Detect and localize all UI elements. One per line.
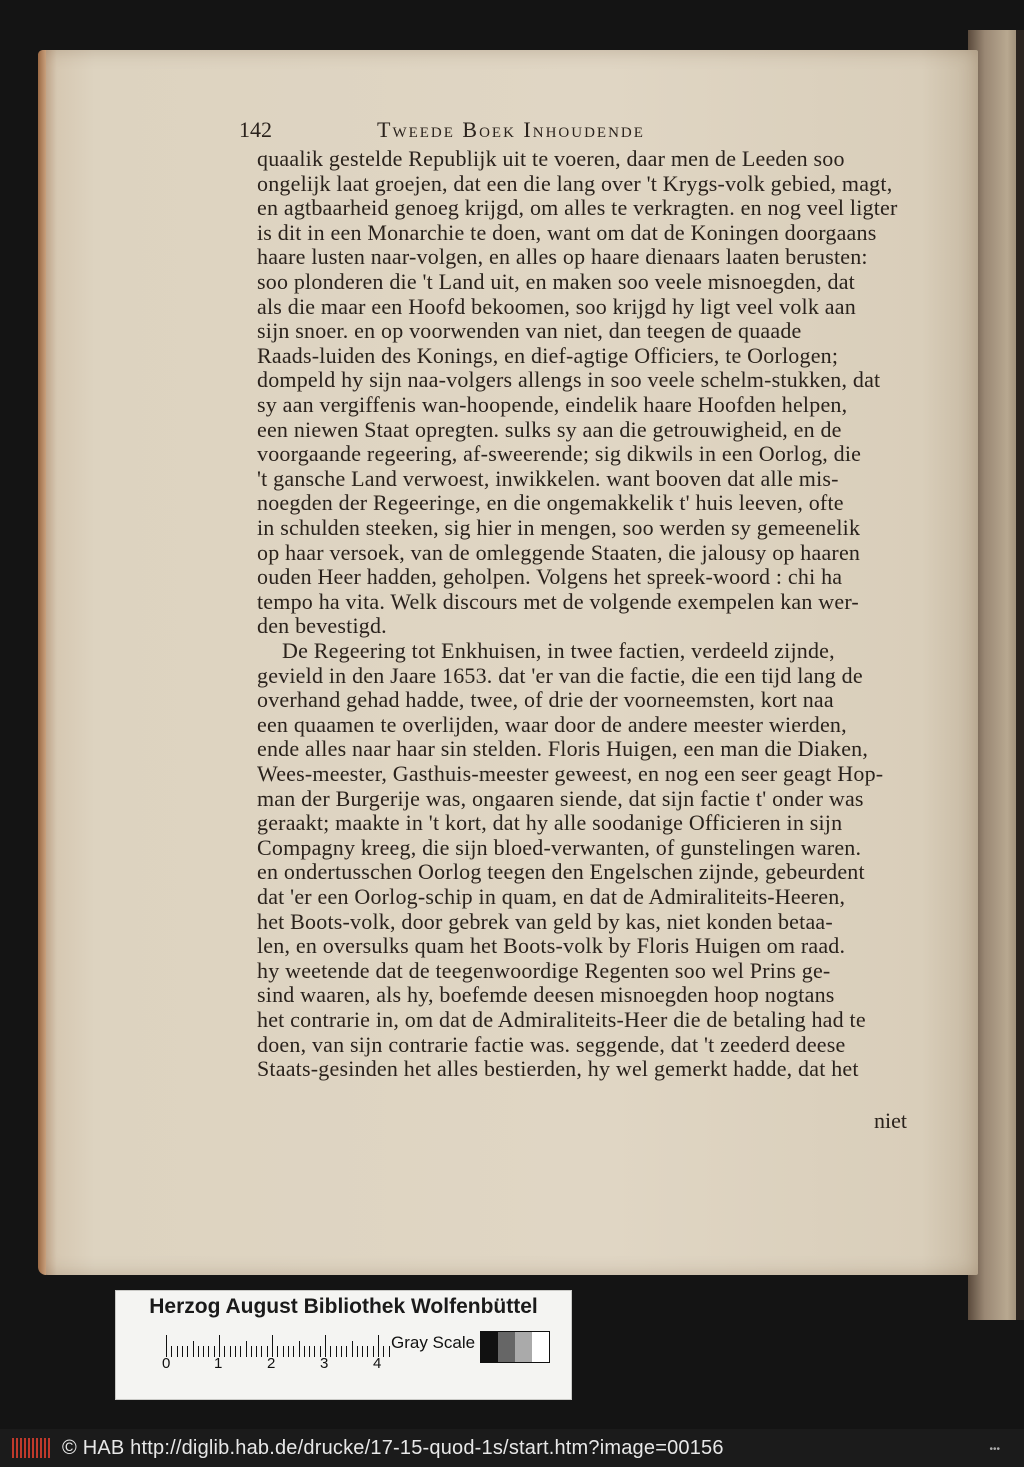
ruler-tick (309, 1346, 310, 1357)
text-line: het Boots-volk, door gebrek van geld by kas, niet konden betaa- (257, 908, 833, 934)
text-line: ende alles naar haar sin stelden. Floris Huigen, een man die Diaken, (257, 736, 869, 762)
text-line: ongelijk laat groejen, dat een die lang over 't Krygs-volk gebied, magt, (257, 170, 893, 196)
ruler-tick (336, 1346, 337, 1357)
ruler-tick (177, 1346, 178, 1357)
gray-scale-label: Gray Scale (391, 1333, 476, 1352)
ruler-tick (283, 1346, 284, 1357)
text-line: sy aan vergiffenis wan-hoopende, eindelik haare Hoofden helpen, (257, 392, 848, 417)
text-line: Raads-luiden des Konings, en dief-agtige Officiers, te Oorlogen; (257, 342, 839, 368)
text-line: sijn snoer. en op voorwenden van niet, dan teegen de quaade (257, 318, 802, 344)
text-line: een niewen Staat opregten. sulks sy aan die getrouwigheid, en de (257, 416, 842, 442)
text-line: een quaamen te overlijden, waar door de andere meester wierden, (257, 711, 847, 737)
text-line: dat 'er een Oorlog-schip in quam, en dat de Admiraliteits-Heeren, (257, 884, 846, 909)
text-line: ouden Heer hadden, geholpen. Volgens het spreek-woord : chi ha (257, 564, 843, 590)
ruler-tick (193, 1341, 194, 1357)
text-line: geraakt; maakte in 't kort, dat hy alle soodanige Officieren in sijn (257, 810, 843, 836)
ruler-tick (171, 1346, 172, 1357)
page-number: 142 (239, 117, 272, 142)
ruler-tick (261, 1346, 262, 1357)
ruler-tick (182, 1346, 183, 1357)
text-line: len, en oversulks quam het Boots-volk by Floris Huigen om raad. (257, 933, 846, 959)
ruler-tick (325, 1335, 326, 1357)
gray-swatch (532, 1332, 549, 1362)
more-options-icon[interactable]: ••• (989, 1444, 1000, 1455)
gray-swatch (481, 1332, 498, 1362)
ruler-tick (208, 1346, 209, 1357)
ruler-tick (187, 1346, 188, 1357)
ruler-tick (219, 1335, 220, 1357)
text-line: gevield in den Jaare 1653. dat 'er van die factie, die een tijd lang de (257, 662, 863, 688)
ruler-tick (251, 1346, 252, 1357)
gray-swatch (515, 1332, 532, 1362)
text-line: den bevestigd. (257, 613, 387, 639)
ruler-number: 0 (162, 1355, 171, 1372)
ruler-tick (246, 1341, 247, 1357)
catchword: niet (874, 1108, 907, 1133)
ruler-number: 4 (373, 1355, 382, 1372)
text-line: als die maar een Hoofd bekoomen, soo krijgd hy ligt veel volk aan (257, 293, 856, 319)
ruler-number: 1 (214, 1355, 223, 1372)
ruler-tick (341, 1346, 342, 1357)
ruler-tick (357, 1346, 358, 1357)
ruler-number: 3 (320, 1355, 329, 1372)
text-line: sind waaren, als hy, boefemde deesen misnoegden hoop nogtans (257, 982, 835, 1008)
text-line: overhand gehad hadde, twee, of drie der voorneemsten, kort naa (257, 687, 834, 713)
ruler-tick (389, 1346, 390, 1357)
text-line: Compagny kreeg, die sijn bloed-verwanten, of gunstelingen waren. (257, 834, 862, 860)
ruler-tick (352, 1341, 353, 1357)
library-logo-icon (12, 1438, 52, 1464)
footer-link[interactable]: © HAB http://diglib.hab.de/drucke/17-15-quod-1s/start.htm?image=00156 (62, 1437, 724, 1459)
text-line: man der Burgerije was, ongaaren siende, dat sijn factie t' onder was (257, 785, 864, 811)
text-line: soo plonderen die 't Land uit, en maken soo veele misnoegden, dat (257, 269, 855, 294)
ruler-tick (166, 1335, 167, 1357)
ruler-tick (230, 1346, 231, 1357)
footer-bar (0, 1429, 1024, 1467)
ruler-tick (256, 1346, 257, 1357)
text-line: tempo ha vita. Welk discours met de volgende exempelen kan wer- (257, 588, 859, 614)
ruler-tick (277, 1346, 278, 1357)
ruler-tick (299, 1341, 300, 1357)
text-line: Staats-gesinden het alles bestierden, hy wel gemerkt hadde, dat het (257, 1056, 859, 1082)
text-line: het contrarie in, om dat de Admiraliteits-Heer die de betaling had te (257, 1007, 866, 1032)
ruler-tick (288, 1346, 289, 1357)
ruler-tick (362, 1346, 363, 1357)
ruler-tick (198, 1346, 199, 1357)
gray-scale-swatches (480, 1331, 550, 1363)
text-line: op haar versoek, van de omleggende Staaten, die jalousy op haaren (257, 539, 861, 565)
ruler-tick (240, 1346, 241, 1357)
ruler-tick (235, 1346, 236, 1357)
running-title: Tweede Boek Inhoudende (377, 117, 645, 142)
text-line: is dit in een Monarchie te doen, want om dat de Koningen doorgaans (257, 219, 877, 245)
text-line: De Regeering tot Enkhuisen, in twee factien, verdeeld zijnde, (282, 638, 835, 663)
text-line: doen, van sijn contrarie factie was. seggende, dat 't zeederd deese (257, 1031, 846, 1057)
ruler-tick (224, 1346, 225, 1357)
ruler-tick (203, 1346, 204, 1357)
ruler-tick (346, 1346, 347, 1357)
text-line: Wees-meester, Gasthuis-meester geweest, en nog een seer geagt Hop- (257, 761, 884, 786)
text-line: en ondertusschen Oorlog teegen den Engelschen zijnde, gebeurdent (257, 859, 865, 885)
color-reference-card (115, 1290, 572, 1400)
page-edge (38, 50, 46, 1275)
ruler-tick (272, 1335, 273, 1357)
ruler-tick (304, 1346, 305, 1357)
ruler-tick (293, 1346, 294, 1357)
text-line: haare lusten naar-volgen, en alles op haare dienaars laaten berusten: (257, 244, 868, 270)
ruler-tick (383, 1346, 384, 1357)
ruler-tick (330, 1346, 331, 1357)
gray-swatch (498, 1332, 515, 1362)
ruler-tick (378, 1335, 379, 1357)
text-line: quaalik gestelde Republijk uit te voeren, daar men de Leeden soo (257, 146, 845, 171)
ruler-tick (367, 1346, 368, 1357)
card-title: Herzog August Bibliothek Wolfenbüttel (149, 1295, 538, 1318)
text-line: 't gansche Land verwoest, inwikkelen. want booven dat alle mis- (257, 465, 839, 491)
ruler-tick (314, 1346, 315, 1357)
text-line: noegden der Regeeringe, en die ongemakkelik t' huis leeven, ofte (257, 490, 844, 516)
text-line: en agtbaarheid genoeg krijgd, om alles te verkragten. en nog veel ligter (257, 195, 898, 221)
text-line: in schulden steeken, sig hier in mengen, soo werden sy gemeenelik (257, 515, 861, 540)
text-line: dompeld hy sijn naa-volgers allengs in soo veele schelm-stukken, dat (257, 367, 881, 393)
ruler-number: 2 (267, 1355, 276, 1372)
text-line: hy weetende dat de teegenwoordige Regenten soo wel Prins ge- (257, 957, 831, 983)
text-line: voorgaande regeering, af-sweerende; sig dikwils in een Oorlog, die (257, 441, 862, 467)
